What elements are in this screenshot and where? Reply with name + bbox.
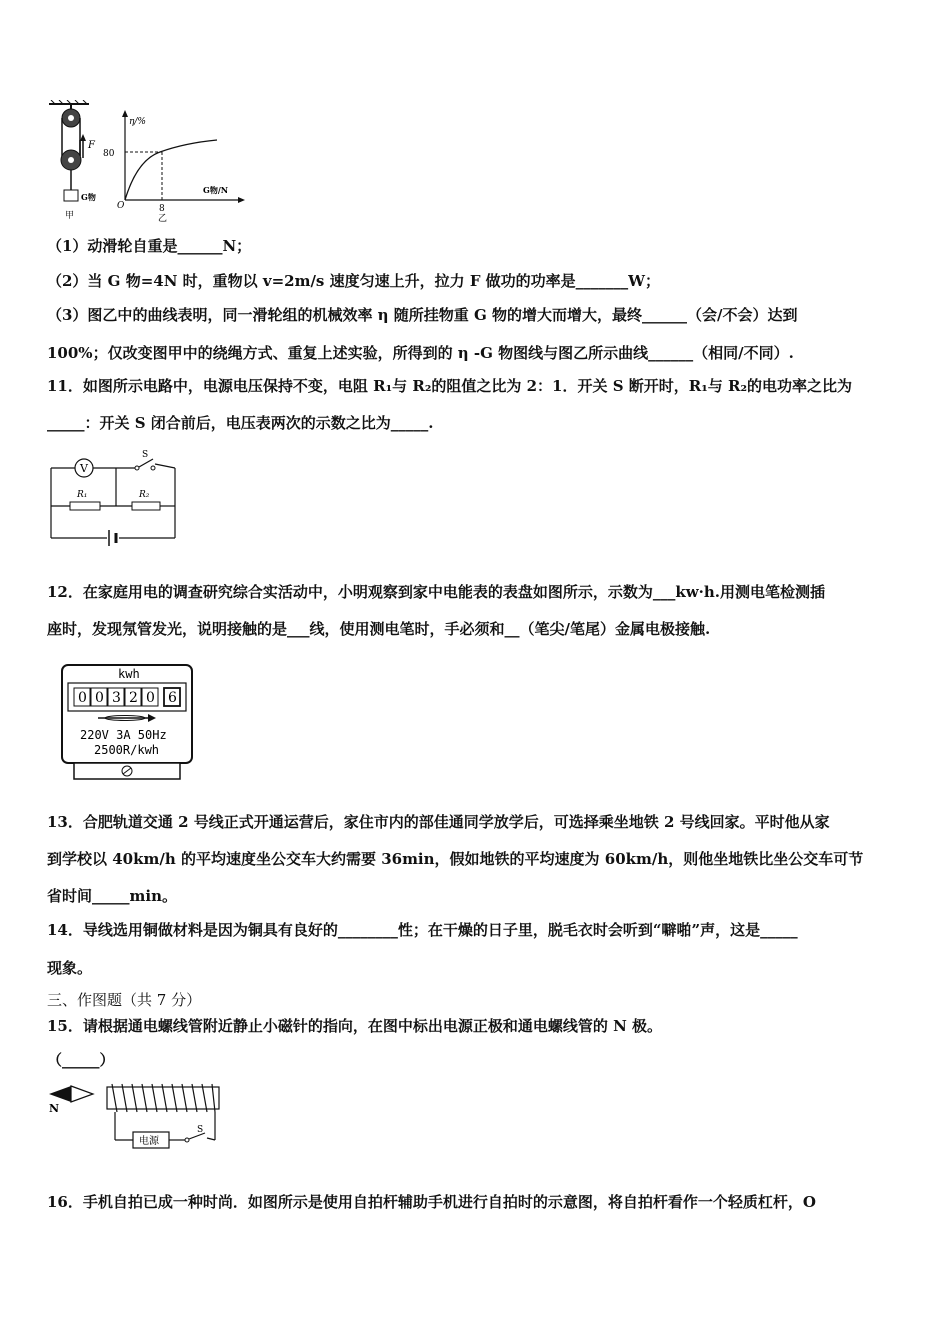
voltmeter-icon	[75, 459, 93, 477]
circuit-figure	[45, 448, 185, 548]
q10-part3b: 100%；仅改变图甲中的绕绳方式、重复上述实验，所得到的 η -G 物图线与图乙所示曲线______（相同/不同）.	[47, 344, 794, 362]
meter-digits	[74, 688, 180, 706]
q13-line1: 13．合肥轨道交通 2 号线正式开通运营后，家住市内的部佳通同学放学后，可选择乘坐地铁 2 号线回家。平时他从家	[47, 813, 830, 831]
compass-needle-icon	[49, 1086, 93, 1102]
meter-unit: kwh	[118, 667, 140, 681]
caption-yi: 乙	[158, 214, 168, 224]
meter-digit: 0	[146, 690, 155, 706]
q16-line1: 16．手机自拍已成一种时尚．如图所示是使用自拍杆辅助手机进行自拍时的示意图，将自拍杆看作一个轻质杠杆，O	[47, 1193, 816, 1211]
q12-line2: 座时，发现氖管发光，说明接触的是___线，使用测电笔时，手必须和__（笔尖/笔尾）金属电极接触.	[47, 620, 711, 638]
meter-digit: 0	[78, 690, 87, 706]
resistor-r1	[70, 502, 100, 510]
svg-text:V: V	[80, 462, 88, 475]
g-axis-label: G物/N	[203, 185, 229, 195]
meter-spec-2: 2500R/kwh	[94, 743, 160, 757]
moving-pulley-icon	[61, 150, 81, 190]
q14-line2: 现象。	[47, 959, 93, 977]
q11-line1: 11．如图所示电路中，电源电压保持不变，电阻 R₁与 R₂的阻值之比为 2：1．开关 S 断开时，R₁与 R₂的电功率之比为	[47, 377, 853, 395]
q10-part3a: （3）图乙中的曲线表明，同一滑轮组的机械效率 η 随所挂物重 G 物的增大而增大，最终______（会/不会）达到	[47, 306, 798, 324]
force-label: F	[88, 140, 95, 151]
solenoid-figure	[45, 1080, 230, 1162]
fixed-pulley-icon	[62, 104, 80, 127]
power-source-label: 电源	[139, 1136, 159, 1147]
q15-line1: 15．请根据通电螺线管附近静止小磁针的指向，在图中标出电源正极和通电螺线管的 N 极。	[47, 1017, 663, 1035]
q14-line1: 14．导线选用铜做材料是因为铜具有良好的________性；在干燥的日子里，脱毛衣时会听到“噼啪”声，这是_____	[47, 921, 798, 939]
battery-icon	[109, 530, 116, 546]
force-arrow-icon	[80, 134, 86, 158]
resistor-r2	[132, 502, 160, 510]
meter-digit: 2	[129, 690, 138, 706]
needle-pole-label: N	[49, 1102, 60, 1115]
pulley-efficiency-figure	[45, 100, 255, 225]
q11-line2: _____：开关 S 闭合前后，电压表两次的示数之比为_____.	[47, 414, 434, 432]
energy-meter-figure	[60, 663, 196, 781]
switch-icon	[135, 459, 155, 470]
r1-label: R₁	[77, 490, 88, 500]
y-tick-label: 80	[103, 149, 115, 159]
section-heading: 三、作图题（共 7 分）	[47, 991, 202, 1009]
q12-line1: 12．在家庭用电的调查研究综合实活动中，小明观察到家中电能表的表盘如图所示，示数为___kw·h.用测电笔检测插	[47, 583, 826, 601]
circuit-wires	[51, 464, 175, 538]
switch-label: S	[142, 450, 149, 460]
terminal-screw-icon	[122, 766, 132, 776]
q13-line3: 省时间_____min。	[47, 887, 177, 905]
meter-spec-1: 220V 3A 50Hz	[80, 728, 167, 742]
weight-label: G物	[81, 192, 96, 202]
solenoid-coil-icon	[107, 1084, 219, 1112]
q13-line2: 到学校以 40km/h 的平均速度坐公交车大约需要 36min，假如地铁的平均速度为 60km/h，则他坐地铁比坐公交车可节	[47, 850, 864, 868]
meter-digit: 0	[95, 690, 104, 706]
weight-block	[64, 190, 78, 201]
caption-jia: 甲	[65, 211, 75, 221]
r2-label: R₂	[139, 490, 150, 500]
q10-part1: （1）动滑轮自重是______N；	[47, 237, 252, 255]
meter-digit: 3	[112, 690, 121, 706]
q10-part2: （2）当 G 物=4N 时，重物以 v=2m/s 速度匀速上升，拉力 F 做功的功率是_______W；	[47, 272, 661, 290]
x-tick-label: 8	[159, 204, 165, 214]
meter-digit: 6	[168, 690, 177, 706]
origin-label: O	[117, 201, 125, 211]
eta-axis-label: η/%	[129, 117, 146, 127]
solenoid-switch-label: S	[197, 1125, 204, 1135]
ceiling-hatch	[49, 100, 89, 104]
q15-answer-blank: （_____）	[47, 1051, 115, 1069]
